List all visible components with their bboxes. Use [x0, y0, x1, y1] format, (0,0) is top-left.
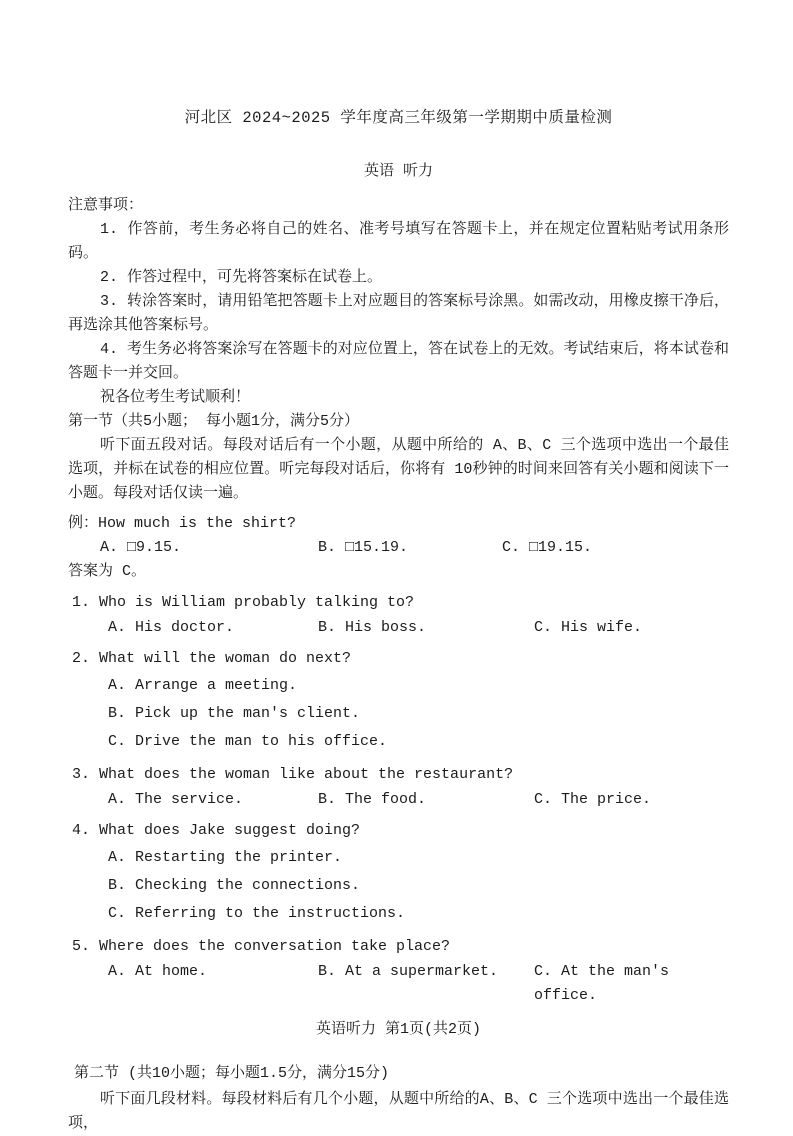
section2-header: 第二节 (共10小题；每小题1.5分，满分15分): [74, 1065, 390, 1082]
question-1-text: 1. Who is William probably talking to?: [72, 594, 415, 611]
question-3-text: 3. What does the woman like about the restaurant?: [72, 766, 514, 783]
example-question: 例：How much is the shirt?: [68, 515, 297, 532]
question-3: [68, 762, 729, 812]
question-2-text: 2. What will the woman do next?: [72, 650, 352, 667]
section1-intro: 听下面五段对话。每段对话后有一个小题，从题中所给的 A、B、C 三个选项中选出一个最佳选项，并标在试卷的相应位置。听完每段对话后，你将有 10秒钟的时间来回答有关小题和阅读下一小题。每段对话仅读一遍。: [68, 437, 729, 502]
notice-item-4: 4. 考生务必将答案涂写在答题卡的对应位置上，答在试卷上的无效。考试结束后，将本试卷和答题卡一并交回。: [68, 341, 729, 382]
question-2-option-a: A. Arrange a meeting.: [108, 677, 298, 694]
question-1-options: [68, 616, 729, 640]
question-5-option-c: C. At the man's office.: [534, 963, 670, 1004]
question-3-option-a: A. The service.: [108, 791, 244, 808]
notice-item-1: 1. 作答前，考生务必将自己的姓名、准考号填写在答题卡上，并在规定位置粘贴考试用条形码。: [68, 221, 729, 262]
notices-section: [68, 194, 729, 410]
question-1: [68, 590, 729, 640]
notices-header: 注意事项：: [68, 197, 144, 214]
page-footer: 英语听力 第1页(共2页): [315, 1021, 481, 1038]
example-answer: 答案为 C。: [68, 563, 147, 580]
question-2-options: [68, 672, 729, 756]
question-4-option-a: A. Restarting the printer.: [108, 849, 343, 866]
question-5: [68, 934, 729, 1008]
question-5-option-b: B. At a supermarket.: [318, 963, 499, 980]
example-block: [68, 512, 729, 584]
notice-item-3: 3. 转涂答案时，请用铅笔把答题卡上对应题目的答案标号涂黑。如需改动，用橡皮擦干净后，再选涂其他答案标号。: [68, 293, 729, 334]
notice-item-2: 2. 作答过程中，可先将答案标在试卷上。: [100, 269, 383, 286]
example-option-c: C. □19.15.: [502, 539, 593, 556]
section1-header: 第一节（共5小题； 每小题1分，满分5分）: [68, 413, 360, 430]
question-3-options: [68, 788, 729, 812]
question-4-options: [68, 844, 729, 928]
page-title: 河北区 2024~2025 学年度高三年级第一学期期中质量检测: [184, 109, 613, 127]
example-option-b: B. □15.19.: [318, 539, 409, 556]
section2: [68, 1062, 729, 1136]
question-3-option-b: B. The food.: [318, 791, 427, 808]
question-1-option-a: A. His doctor.: [108, 619, 235, 636]
question-4: [68, 818, 729, 928]
question-4-option-b: B. Checking the connections.: [108, 877, 361, 894]
question-4-text: 4. What does Jake suggest doing?: [72, 822, 361, 839]
question-2-option-c: C. Drive the man to his office.: [108, 733, 388, 750]
question-2-option-b: B. Pick up the man's client.: [108, 705, 361, 722]
section2-intro: 听下面几段材料。每段材料后有几个小题，从题中所给的A、B、C 三个选项中选出一个最佳选项，: [68, 1091, 729, 1132]
subject-title: 英语 听力: [363, 163, 433, 180]
question-4-option-c: C. Referring to the instructions.: [108, 905, 406, 922]
question-5-options: [68, 960, 729, 1008]
question-3-option-c: C. The price.: [534, 791, 652, 808]
question-1-option-b: B. His boss.: [318, 619, 427, 636]
question-5-option-a: A. At home.: [108, 963, 208, 980]
question-1-option-c: C. His wife.: [534, 619, 643, 636]
notice-wish: 祝各位考生考试顺利！: [100, 389, 251, 406]
section1: [68, 410, 729, 1008]
question-5-text: 5. Where does the conversation take place?: [72, 938, 451, 955]
example-option-a: A. □9.15.: [100, 539, 182, 556]
question-2: [68, 646, 729, 756]
example-options: [68, 536, 729, 560]
